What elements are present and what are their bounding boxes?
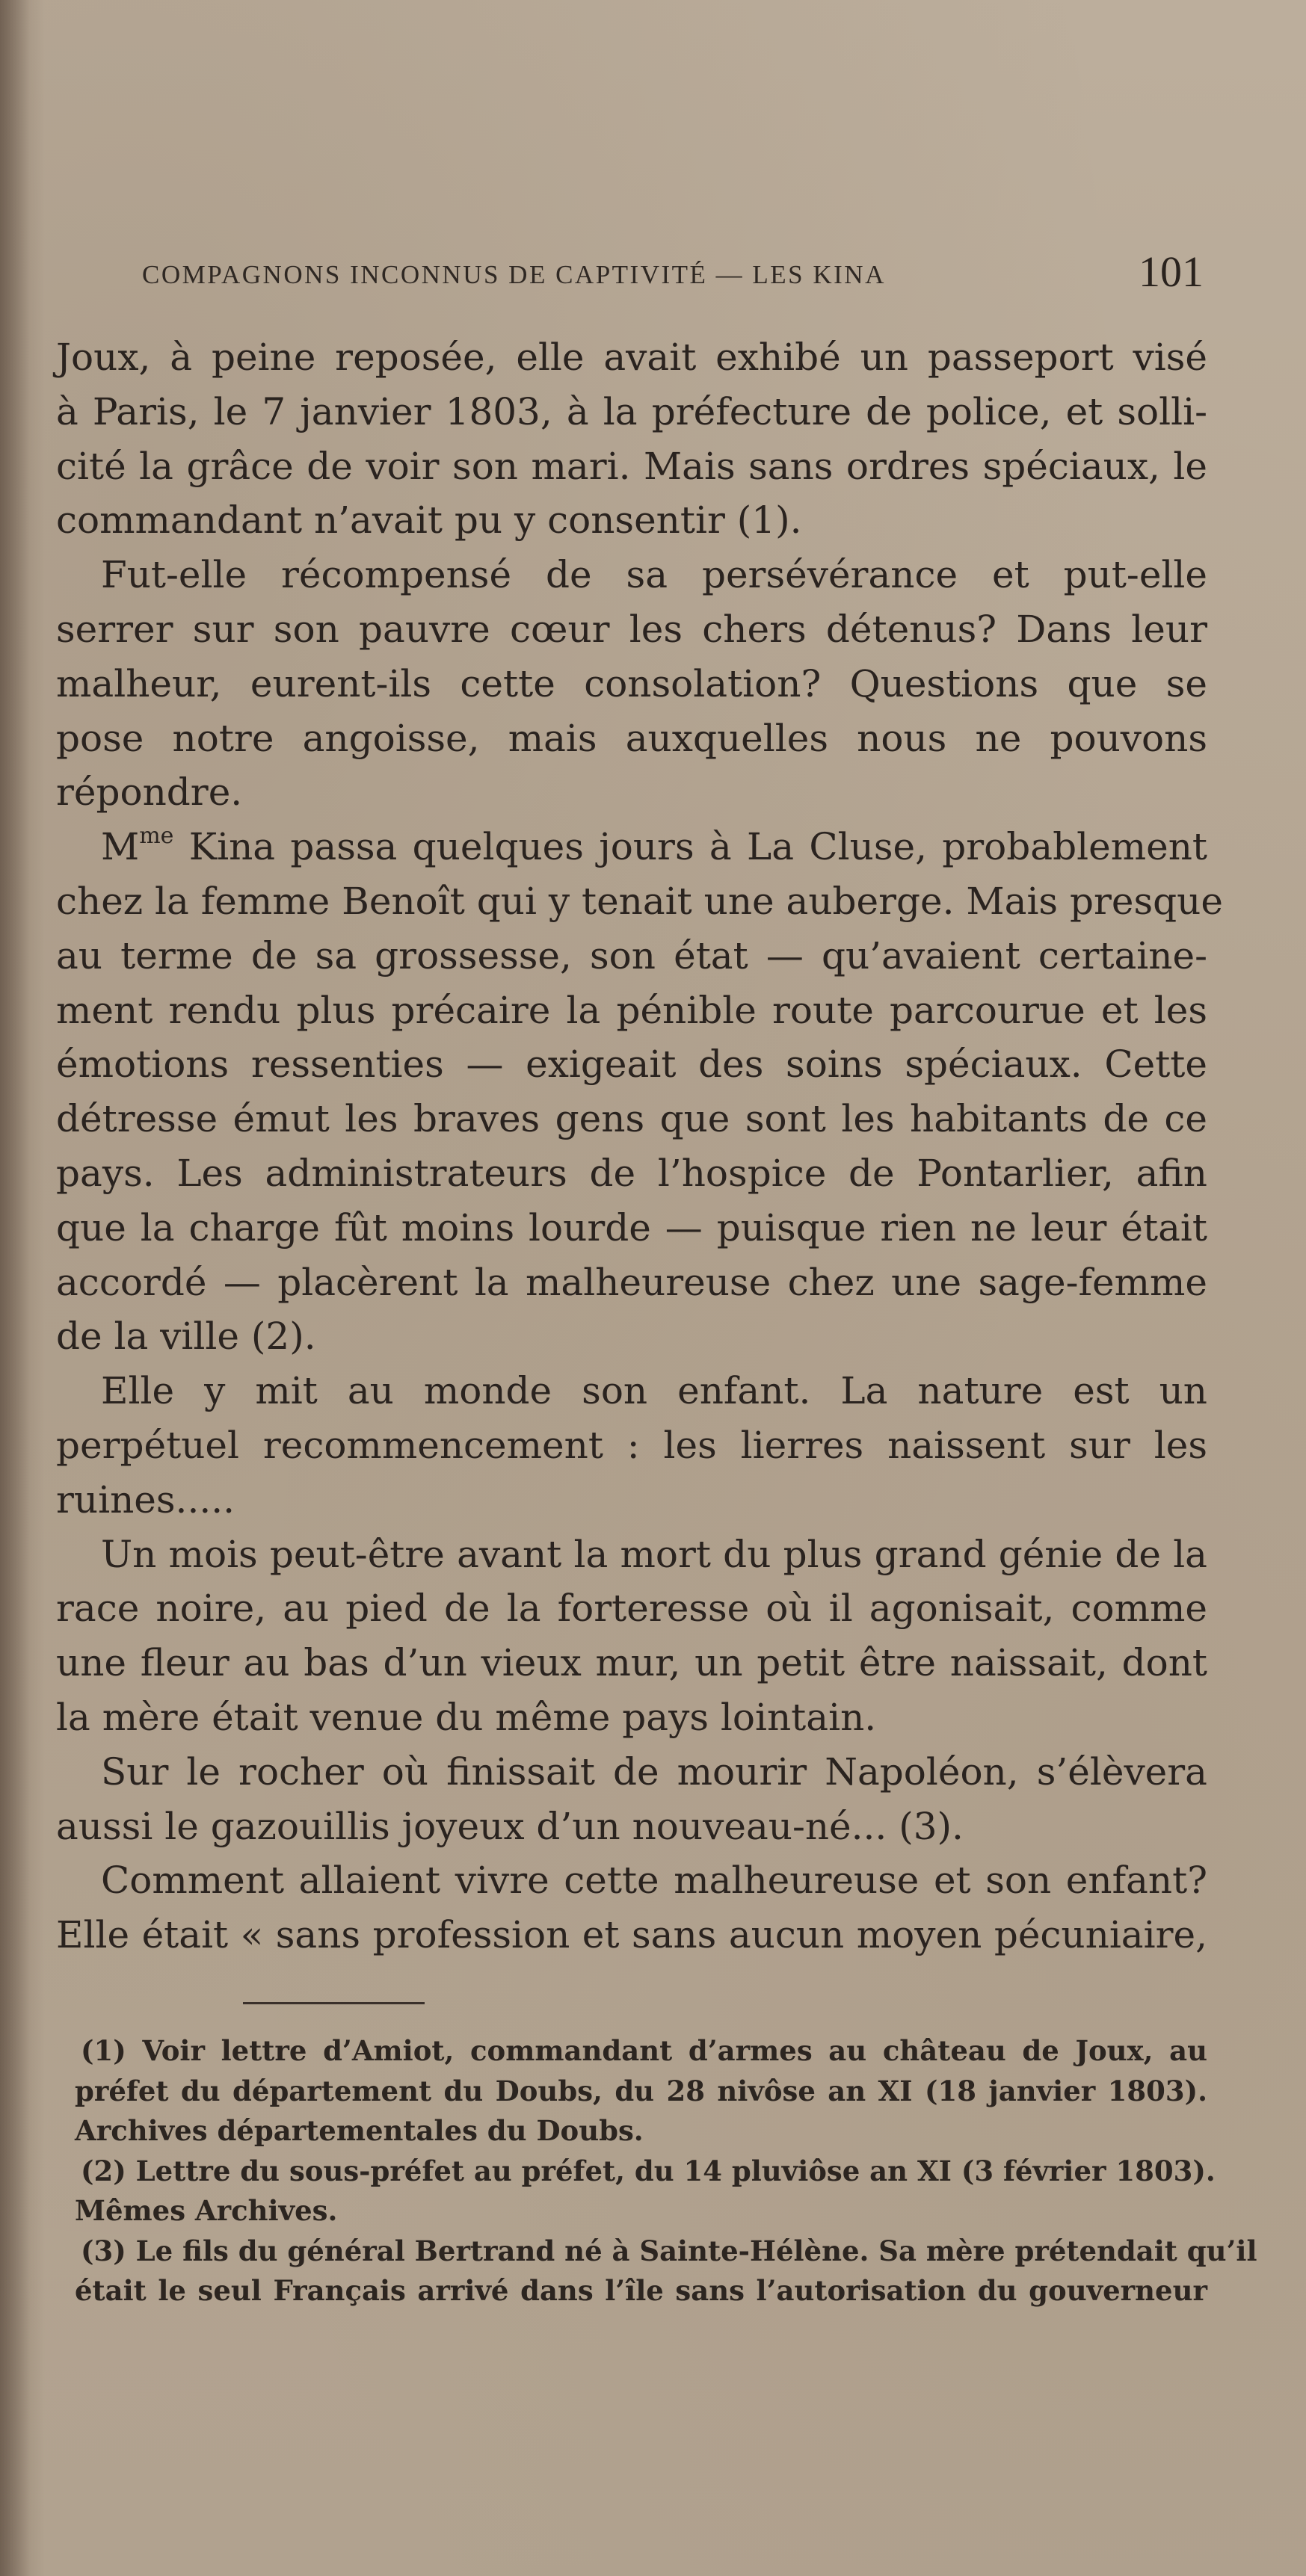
text-line: à Paris, le 7 janvier 1803, à la préfecture de police, et solli- [56, 389, 1207, 433]
text-line: émotions ressenties — exigeait des soins spéciaux. Cette [56, 1043, 1207, 1087]
footnote-line: préfet du département du Doubs, du 28 nivôse an XI (18 janvier 1803). [75, 2074, 1207, 2107]
text-line: ment rendu plus précaire la pénible route parcourue et les [56, 988, 1207, 1032]
page-header [142, 247, 1204, 299]
text-line: que la charge fût moins lourde — puisque rien ne leur était [56, 1205, 1207, 1250]
text-line: de la ville (2). [56, 1315, 316, 1359]
text-line: Sur le rocher où finissait de mourir Napoléon, s’élèvera [101, 1749, 1207, 1794]
footnote-line: (2) Lettre du sous-préfet au préfet, du 14 pluviôse an XI (3 février 1803). [81, 2154, 1216, 2187]
text-line: Fut-elle récompensé de sa persévérance et put-elle [101, 553, 1207, 597]
text-line: la mère était venue du même pays lointain. [56, 1695, 877, 1739]
text-line-mme [56, 820, 1207, 874]
text-line: Elle était « sans profession et sans aucun moyen pécuniaire, [56, 1913, 1207, 1957]
text-line: au terme de sa grossesse, son état — qu’avaient certaine- [56, 933, 1207, 977]
text-line: cité la grâce de voir son mari. Mais sans ordres spéciaux, le [56, 444, 1207, 488]
text-line: commandant n’avait pu y consentir (1). [56, 498, 802, 543]
text-line: pays. Les administrateurs de l’hospice de Pontarlier, afin [56, 1151, 1207, 1195]
text-line: accordé — placèrent la malheureuse chez une sage-femme [56, 1260, 1207, 1304]
running-title: COMPAGNONS INCONNUS DE CAPTIVITÉ — LES KINA [142, 260, 886, 289]
text-line: malheur, eurent-ils cette consolation? Questions que se [56, 661, 1207, 705]
body-text [56, 330, 1223, 1962]
text-line: Elle y mit au monde son enfant. La nature est un [101, 1369, 1207, 1413]
text-line: Comment allaient vivre cette malheureuse et son enfant? [101, 1859, 1207, 1903]
text-line: race noire, au pied de la forteresse où il agonisait, comme [56, 1587, 1207, 1631]
text-line: Joux, à peine reposée, elle avait exhibé un passeport visé [56, 336, 1207, 379]
text-line: serrer sur son pauvre cœur les chers détenus? Dans leur [56, 607, 1207, 651]
text-line: Un mois peut-être avant la mort du plus grand génie de la [101, 1532, 1207, 1576]
text-line: perpétuel recommencement : les lierres naissent sur les [56, 1423, 1207, 1467]
footnote-line: était le seul Français arrivé dans l’île sans l’autorisation du gouverneur [75, 2274, 1207, 2307]
footnote-line: Archives départementales du Doubs. [75, 2114, 644, 2147]
footnotes [75, 2031, 1257, 2311]
footnote-line: (1) Voir lettre d’Amiot, commandant d’armes au château de Joux, au [81, 2034, 1207, 2067]
text-line: pose notre angoisse, mais auxquelles nous ne pouvons [56, 716, 1207, 760]
text-line: ruines..... [56, 1477, 235, 1522]
page-number: 101 [1139, 247, 1204, 296]
text-line: une fleur au bas d’un vieux mur, un petit être naissait, dont [56, 1641, 1207, 1685]
mme-superscript: me [139, 823, 174, 850]
mme-prefix: M [101, 825, 140, 869]
mme-line-rest: Kina passa quelques jours à La Cluse, probablement [188, 825, 1207, 869]
footnote-rule [243, 2002, 425, 2004]
text-line: détresse émut les braves gens que sont les habitants de ce [56, 1097, 1207, 1141]
footnote-line: Mêmes Archives. [75, 2194, 338, 2227]
text-line: répondre. [56, 770, 243, 815]
text-line: aussi le gazouillis joyeux d’un nouveau-né... (3). [56, 1804, 964, 1848]
footnote-line: (3) Le fils du général Bertrand né à Sainte-Hélène. Sa mère prétendait qu’il [81, 2234, 1257, 2267]
text-line: chez la femme Benoît qui y tenait une auberge. Mais presque [56, 879, 1223, 923]
page-edge-shadow [0, 0, 30, 2576]
